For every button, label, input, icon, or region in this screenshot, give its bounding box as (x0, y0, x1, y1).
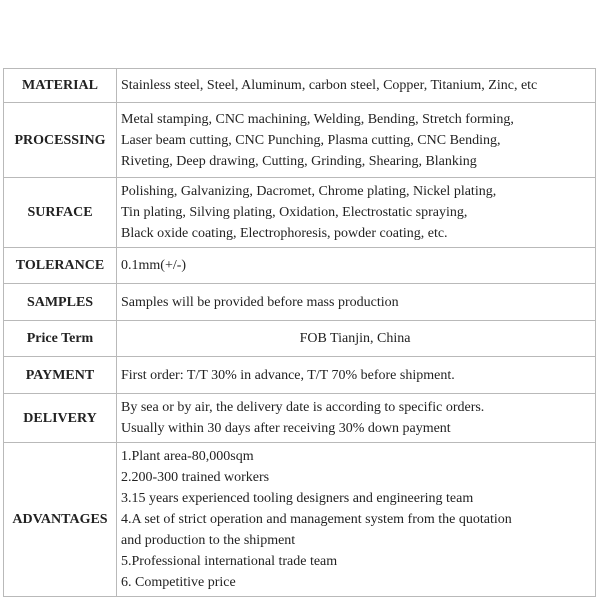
content-line: and production to the shipment (121, 533, 296, 548)
row-label-samples: SAMPLES (4, 284, 117, 321)
content-line: 1.Plant area-80,000sqm (121, 449, 254, 464)
row-content-advantages (117, 443, 596, 597)
table-row-material (4, 69, 596, 103)
row-content-surface (117, 178, 596, 248)
row-content-processing (117, 103, 596, 178)
table-row-price-term (4, 321, 596, 357)
row-label-surface: SURFACE (4, 178, 117, 248)
row-content-price-term (117, 321, 596, 357)
row-label-tolerance: TOLERANCE (4, 248, 117, 284)
content-line: 0.1mm(+/-) (121, 258, 187, 273)
content-line: Stainless steel, Steel, Aluminum, carbon steel, Copper, Titanium, Zinc, etc (121, 78, 538, 93)
content-line: 4.A set of strict operation and management system from the quotation (121, 512, 512, 527)
content-line: Black oxide coating, Electrophoresis, powder coating, etc. (121, 226, 448, 241)
row-content-tolerance (117, 248, 596, 284)
table-row-tolerance (4, 248, 596, 284)
content-line: Tin plating, Silving plating, Oxidation, Electrostatic spraying, (121, 205, 468, 220)
row-label-processing: PROCESSING (4, 103, 117, 178)
row-content-delivery (117, 394, 596, 443)
row-content-payment (117, 357, 596, 394)
content-line: FOB Tianjin, China (299, 331, 411, 346)
row-label-delivery: DELIVERY (4, 394, 117, 443)
row-label-advantages: ADVANTAGES (4, 443, 117, 597)
table-row-advantages (4, 443, 596, 597)
content-line: First order: T/T 30% in advance, T/T 70% before shipment. (121, 367, 455, 383)
content-line: 6. Competitive price (121, 575, 236, 590)
content-line: Riveting, Deep drawing, Cutting, Grinding, Shearing, Blanking (121, 153, 477, 169)
content-line: Samples will be provided before mass production (121, 294, 399, 310)
row-label-payment: PAYMENT (4, 357, 117, 394)
product-spec-table (3, 68, 596, 597)
content-line: 2.200-300 trained workers (121, 470, 270, 485)
table-row-surface (4, 178, 596, 248)
content-line: Laser beam cutting, CNC Punching, Plasma cutting, CNC Bending, (121, 132, 501, 148)
content-line: Polishing, Galvanizing, Dacromet, Chrome plating, Nickel plating, (121, 184, 497, 199)
spec-table-body (4, 69, 596, 597)
row-content-samples (117, 284, 596, 321)
content-line: Usually within 30 days after receiving 30% down payment (121, 421, 451, 436)
table-row-samples (4, 284, 596, 321)
row-label-price-term: Price Term (4, 321, 117, 357)
table-row-delivery (4, 394, 596, 443)
table-row-processing (4, 103, 596, 178)
content-line: Metal stamping, CNC machining, Welding, Bending, Stretch forming, (121, 111, 514, 127)
content-line: By sea or by air, the delivery date is according to specific orders. (121, 400, 485, 415)
content-line: 5.Professional international trade team (121, 554, 338, 569)
row-content-material (117, 69, 596, 103)
row-label-material: MATERIAL (4, 69, 117, 103)
content-line: 3.15 years experienced tooling designers and engineering team (121, 491, 474, 506)
table-row-payment (4, 357, 596, 394)
